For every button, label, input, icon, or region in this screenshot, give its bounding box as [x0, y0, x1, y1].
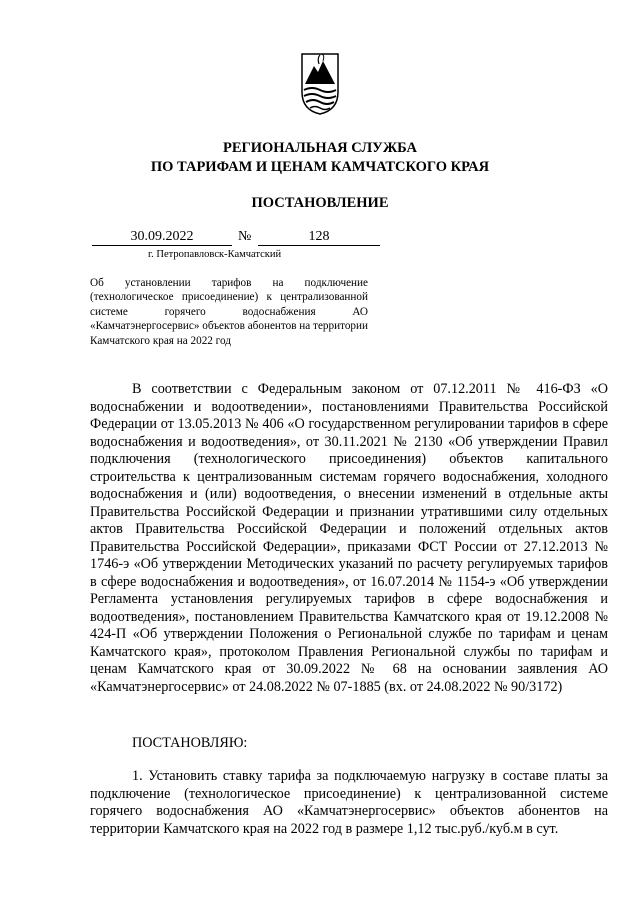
number-underline — [258, 245, 380, 246]
clause-1-paragraph: 1. Установить ставку тарифа за подключаемую нагрузку в составе платы за подключение (технологическое присоединение) к централизованной системе горячего водоснабжения АО «Камчатэнергосервис» объектов абонентов на территории Камчатского края на 2022 год в размере 1,12 тыс.руб./куб.м в сут. — [90, 768, 608, 837]
document-date: 30.09.2022 — [130, 229, 194, 244]
preamble-paragraph: В соответствии с Федеральным законом от 07.12.2011 № 416-ФЗ «О водоснабжении и водоотведении», постановлениями Правительства Российской Федерации от 13.05.2013 № 406 «О государственном регулировании тарифов в сфере водоснабжения и водоотведения», от 30.11.2021 № 2130 «Об утверждении Правил подключения (технологического присоединения) объектов капитального строительства к централизованным системам горячего водоснабжения, холодного водоснабжения и (или) водоотведения, о внесении изменений в отдельные акты Правительства Российской Федерации и признании утратившими силу отдельных актов Правительства Российской Федерации и положений отдельных актов Правительства Российской Федерации», приказами ФСТ России от 27.12.2013 № 1746-э «Об утверждении Методических указаний по расчету регулируемых тарифов в сфере водоснабжения и водоотведения», от 16.07.2014 № 1154-э «Об утверждении Регламента установления регулируемых тарифов в сфере водоснабжения и водоотведения», постановлением Правительства Камчатского края от 19.12.2008 № 424-П «Об утверждении Положения о Региональной службе по тарифам и ценам Камчатского края», протоколом Правления Региональной службы по тарифам и ценам Камчатского края от 30.09.2022 № 68 на основании заявления АО «Камчатэнергосервис» от 24.08.2022 № 07-1885 (вх. от 24.08.2022 № 90/3172) — [90, 381, 608, 695]
kamchatka-coat-of-arms-icon — [300, 52, 340, 116]
document-subject: Об установлении тарифов на подключение (технологическое присоединение) к централизованной системе горячего водоснабжения АО «Камчатэнергосервис» объектов абонентов на территории Камчатского края на 2022 год — [90, 277, 368, 347]
organization-name — [0, 139, 640, 177]
org-line-1: РЕГИОНАЛЬНАЯ СЛУЖБА — [222, 140, 418, 156]
resolve-heading: ПОСТАНОВЛЯЮ: — [132, 735, 248, 751]
document-number: 128 — [308, 229, 330, 244]
number-sign: № — [238, 229, 252, 244]
date-underline — [92, 245, 232, 246]
document-type: ПОСТАНОВЛЕНИЕ — [251, 195, 389, 211]
document-city: г. Петропавловск-Камчатский — [148, 249, 282, 260]
org-line-2: ПО ТАРИФАМ И ЦЕНАМ КАМЧАТСКОГО КРАЯ — [150, 159, 490, 175]
